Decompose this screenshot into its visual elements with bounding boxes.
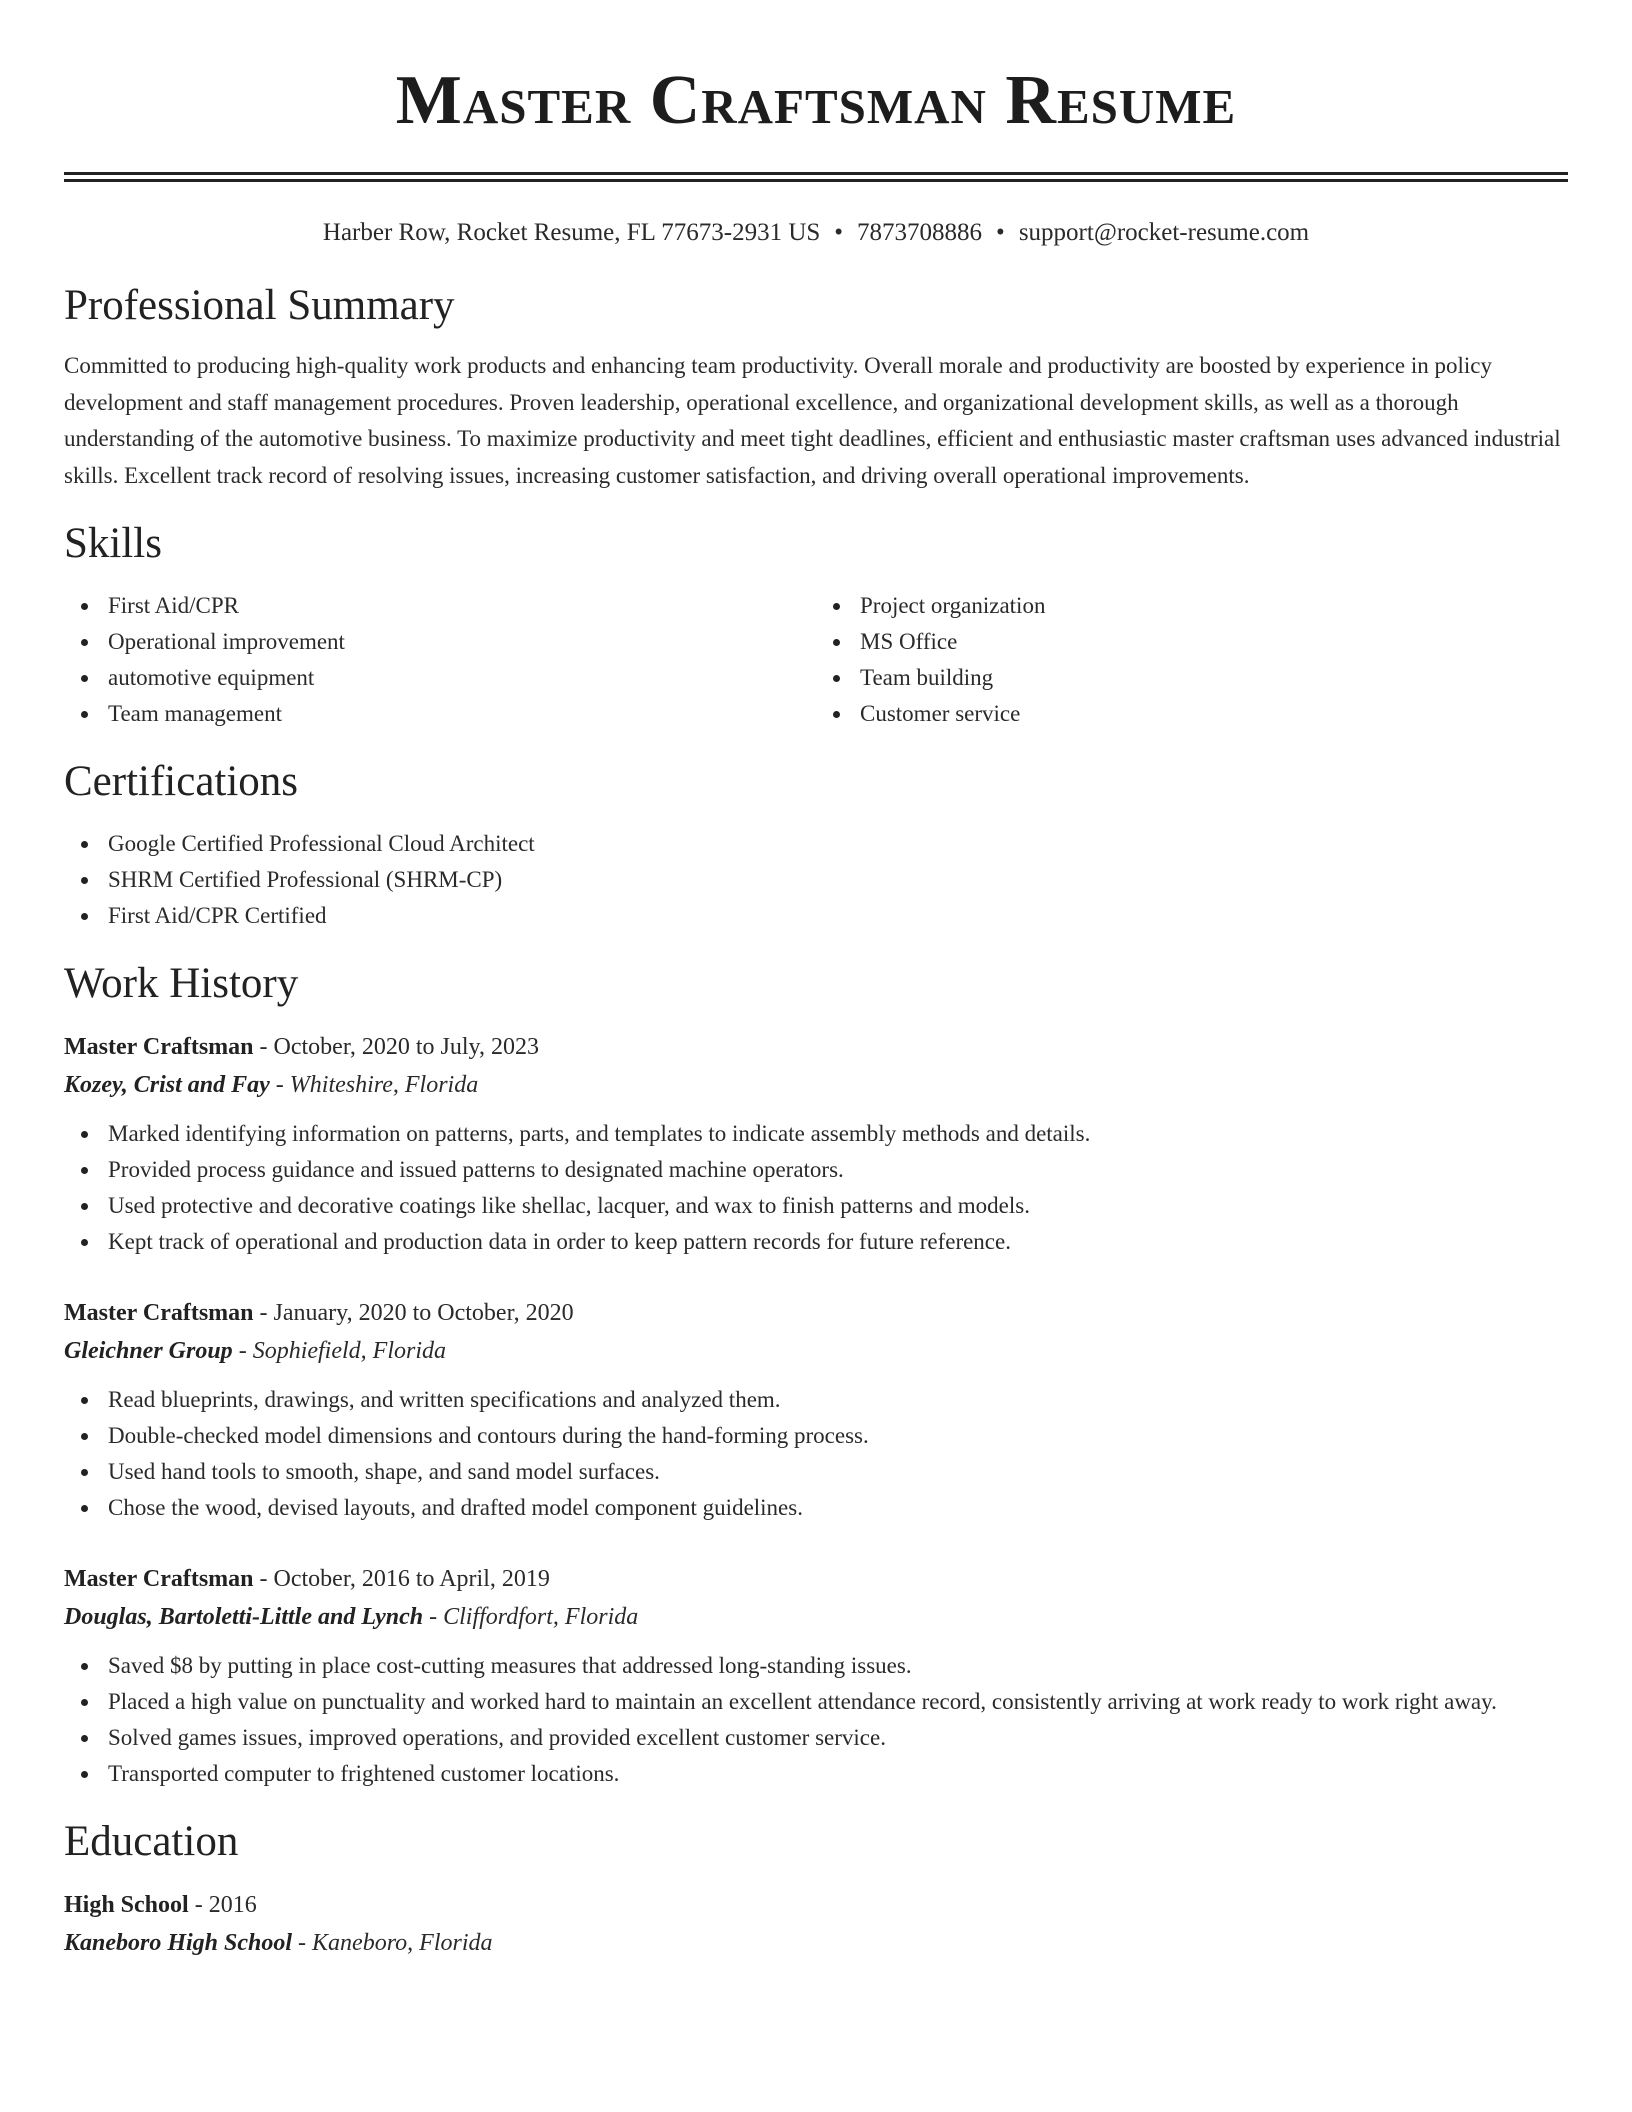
resume-title: Master Craftsman Resume: [395, 62, 1237, 139]
company-line: Kozey, Crist and Fay - Whiteshire, Florida: [64, 1072, 479, 1098]
skill-item: Project organization: [860, 588, 1568, 624]
job-dates: January, 2020 to October, 2020: [273, 1300, 574, 1326]
skills-list-right: [816, 588, 1568, 732]
degree-line: High School - 2016: [64, 1892, 257, 1918]
skills-list-left: [64, 588, 816, 732]
job-entry: [64, 1560, 1568, 1792]
company-line: Gleichner Group - Sophiefield, Florida: [64, 1338, 446, 1364]
job-bullet: Marked identifying information on patterns, parts, and templates to indicate assembly methods and details.: [108, 1116, 1568, 1152]
contact-separator: •: [996, 219, 1005, 246]
job-entry: [64, 1028, 1568, 1260]
job-bullet: Read blueprints, drawings, and written specifications and analyzed them.: [108, 1382, 1568, 1418]
job-bullet: Solved games issues, improved operations, and provided excellent customer service.: [108, 1720, 1568, 1756]
company-name: Douglas, Bartoletti-Little and Lynch: [64, 1604, 424, 1630]
contact-phone: 7873708886: [857, 219, 983, 246]
job-bullets: [64, 1382, 1568, 1526]
graduation-year: 2016: [208, 1892, 257, 1918]
certifications-list: [64, 826, 1568, 934]
skill-item: automotive equipment: [108, 660, 816, 696]
job-bullet: Double-checked model dimensions and contours during the hand-forming process.: [108, 1418, 1568, 1454]
education-heading: Education: [64, 1818, 239, 1865]
company-name: Gleichner Group: [64, 1338, 233, 1364]
contact-email: support@rocket-resume.com: [1018, 219, 1310, 246]
job-bullets: [64, 1648, 1568, 1792]
certifications-heading: Certifications: [64, 758, 299, 805]
skills-heading: Skills: [64, 520, 162, 567]
company-line: Douglas, Bartoletti-Little and Lynch - Cliffordfort, Florida: [64, 1604, 639, 1630]
job-title: Master Craftsman: [64, 1566, 254, 1592]
skill-item: First Aid/CPR: [108, 588, 816, 624]
skill-item: MS Office: [860, 624, 1568, 660]
company-location: Whiteshire, Florida: [289, 1072, 479, 1098]
title-double-rule: [64, 172, 1568, 182]
contact-address: Harber Row, Rocket Resume, FL 77673-2931 US: [322, 219, 821, 246]
skills-grid: [64, 588, 1568, 732]
job-bullets: [64, 1116, 1568, 1260]
skill-item: Customer service: [860, 696, 1568, 732]
job-bullet: Kept track of operational and production data in order to keep pattern records for future reference.: [108, 1224, 1568, 1260]
contact-separator: •: [834, 219, 844, 246]
job-bullet: Chose the wood, devised layouts, and drafted model component guidelines.: [108, 1490, 1568, 1526]
skill-item: Team building: [860, 660, 1568, 696]
school-location: Kaneboro, Florida: [312, 1930, 493, 1956]
company-name: Kozey, Crist and Fay: [64, 1072, 270, 1098]
job-bullet: Used hand tools to smooth, shape, and sand model surfaces.: [108, 1454, 1568, 1490]
certification-item: SHRM Certified Professional (SHRM-CP): [108, 862, 1568, 898]
summary-text: Committed to producing high-quality work products and enhancing team productivity. Overall morale and productivity are boosted by experience in policy development and staff management procedures. Proven leadership, operational excellence, and organizational development skills, as well as a thorough understanding of the automotive business. To maximize productivity and meet tight deadlines, efficient and enthusiastic master craftsman uses advanced industrial skills. Excellent track record of resolving issues, increasing customer satisfaction, and driving overall operational improvements.: [64, 353, 1561, 488]
school-line: Kaneboro High School - Kaneboro, Florida: [64, 1930, 493, 1956]
job-bullet: Transported computer to frightened customer locations.: [108, 1756, 1568, 1792]
skill-item: Team management: [108, 696, 816, 732]
job-title-line: Master Craftsman - October, 2016 to April, 2019: [64, 1566, 550, 1592]
certification-item: Google Certified Professional Cloud Architect: [108, 826, 1568, 862]
job-bullet: Saved $8 by putting in place cost-cutting measures that addressed long-standing issues.: [108, 1648, 1568, 1684]
job-entry: [64, 1294, 1568, 1526]
company-location: Sophiefield, Florida: [252, 1338, 446, 1364]
job-title: Master Craftsman: [64, 1034, 254, 1060]
skill-item: Operational improvement: [108, 624, 816, 660]
degree: High School: [64, 1892, 189, 1918]
school-name: Kaneboro High School: [64, 1930, 293, 1956]
job-bullet: Used protective and decorative coatings like shellac, lacquer, and wax to finish patterns and models.: [108, 1188, 1568, 1224]
job-bullet: Provided process guidance and issued patterns to designated machine operators.: [108, 1152, 1568, 1188]
certification-item: First Aid/CPR Certified: [108, 898, 1568, 934]
job-dates: October, 2020 to July, 2023: [273, 1034, 539, 1060]
job-dates: October, 2016 to April, 2019: [273, 1566, 550, 1592]
contact-line: [64, 216, 1568, 250]
work-history-heading: Work History: [64, 960, 299, 1007]
summary-heading: Professional Summary: [64, 282, 455, 329]
job-title-line: Master Craftsman - January, 2020 to October, 2020: [64, 1300, 574, 1326]
job-title-line: Master Craftsman - October, 2020 to July, 2023: [64, 1034, 539, 1060]
job-title: Master Craftsman: [64, 1300, 254, 1326]
company-location: Cliffordfort, Florida: [443, 1604, 639, 1630]
job-bullet: Placed a high value on punctuality and worked hard to maintain an excellent attendance record, consistently arriving at work ready to work right away.: [108, 1684, 1568, 1720]
education-entry: [64, 1886, 1568, 1962]
